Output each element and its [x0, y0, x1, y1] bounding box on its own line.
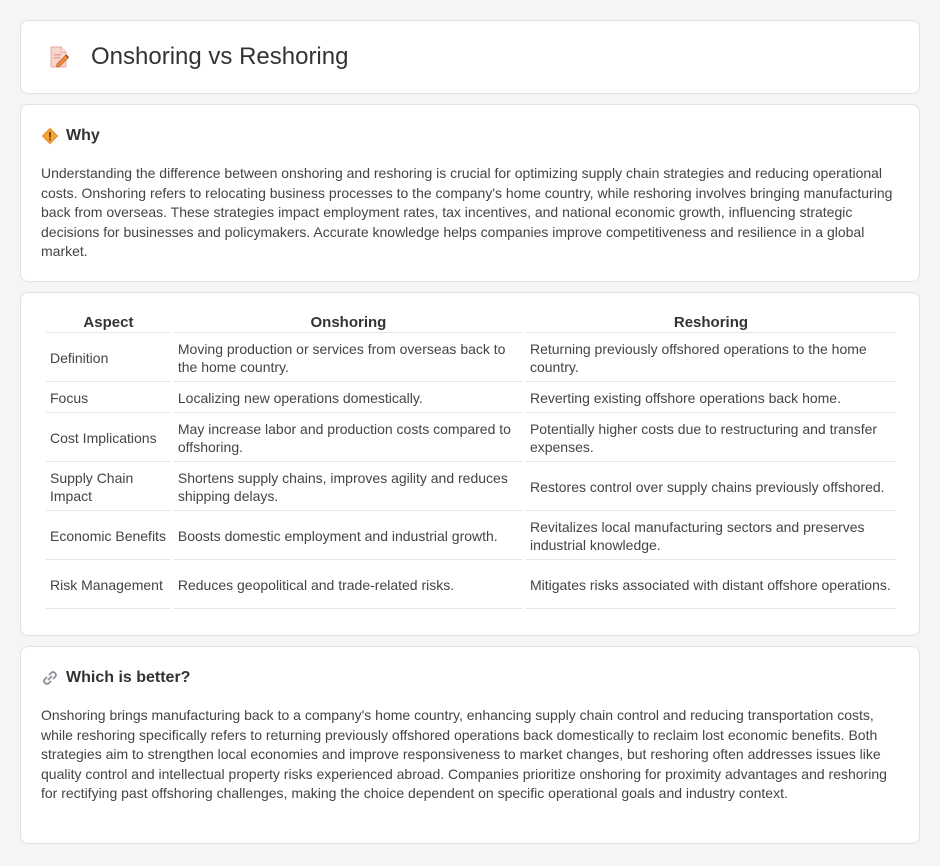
comparison-table-card — [20, 292, 920, 636]
why-heading — [41, 125, 899, 147]
why-section — [20, 104, 920, 282]
link-icon — [41, 669, 59, 687]
reshoring-cell: Mitigates risks associated with distant offshore operations. — [526, 562, 896, 609]
warning-diamond-icon — [41, 127, 59, 145]
comparison-table — [43, 311, 899, 611]
onshoring-cell: May increase labor and production costs compared to offshoring. — [174, 415, 523, 462]
onshoring-cell: Moving production or services from overseas back to the home country. — [174, 335, 523, 382]
reshoring-cell: Returning previously offshored operations to the home country. — [526, 335, 896, 382]
header-reshoring: Reshoring — [526, 313, 896, 333]
why-text: Understanding the difference between onshoring and reshoring is crucial for optimizing supply chain strategies and reducing operational costs. Onshoring refers to relocating business processes to the company's home country, while reshoring involves bringing manufacturing back from overseas. These strategies impact employment rates, tax incentives, and national economic growth, influencing strategic decisions for businesses and policymakers. Accurate knowledge helps companies improve competitiveness and resilience in a global market. — [41, 165, 893, 259]
aspect-cell: Cost Implications — [46, 415, 171, 462]
table-row — [46, 464, 896, 511]
better-heading — [41, 667, 899, 689]
header-card — [20, 20, 920, 94]
table-row — [46, 562, 896, 609]
reshoring-cell: Revitalizes local manufacturing sectors and preserves industrial knowledge. — [526, 513, 896, 560]
table-header-row — [46, 313, 896, 333]
table-row — [46, 384, 896, 413]
reshoring-cell: Reverting existing offshore operations back home. — [526, 384, 896, 413]
reshoring-cell: Potentially higher costs due to restructuring and transfer expenses. — [526, 415, 896, 462]
why-title: Why — [66, 127, 100, 144]
better-text: Onshoring brings manufacturing back to a company's home country, enhancing supply chain control and reducing transportation costs, while reshoring specifically refers to returning previously offshored operations back domestically to reclaim lost economic benefits. Both strategies aim to strengthen local economies and improve responsiveness to market changes, but reshoring often addresses issues like quality control and intellectual property risks experienced abroad. Companies prioritize onshoring for proximity advantages and reshoring for rectifying past offshoring challenges, making the choice dependent on specific operational goals and industry context. — [41, 707, 887, 801]
table-row — [46, 513, 896, 560]
header-aspect: Aspect — [46, 313, 171, 333]
onshoring-cell: Localizing new operations domestically. — [174, 384, 523, 413]
table-row — [46, 335, 896, 382]
aspect-cell: Supply Chain Impact — [46, 464, 171, 511]
header-onshoring: Onshoring — [174, 313, 523, 333]
aspect-cell: Risk Management — [46, 562, 171, 609]
better-title: Which is better? — [66, 669, 191, 686]
document-pencil-icon — [47, 45, 71, 69]
onshoring-cell: Reduces geopolitical and trade-related risks. — [174, 562, 523, 609]
reshoring-cell: Restores control over supply chains previously offshored. — [526, 464, 896, 511]
aspect-cell: Economic Benefits — [46, 513, 171, 560]
table-row — [46, 415, 896, 462]
onshoring-cell: Boosts domestic employment and industrial growth. — [174, 513, 523, 560]
page-title: Onshoring vs Reshoring — [91, 43, 349, 70]
onshoring-cell: Shortens supply chains, improves agility and reduces shipping delays. — [174, 464, 523, 511]
aspect-cell: Focus — [46, 384, 171, 413]
aspect-cell: Definition — [46, 335, 171, 382]
which-better-section — [20, 646, 920, 844]
